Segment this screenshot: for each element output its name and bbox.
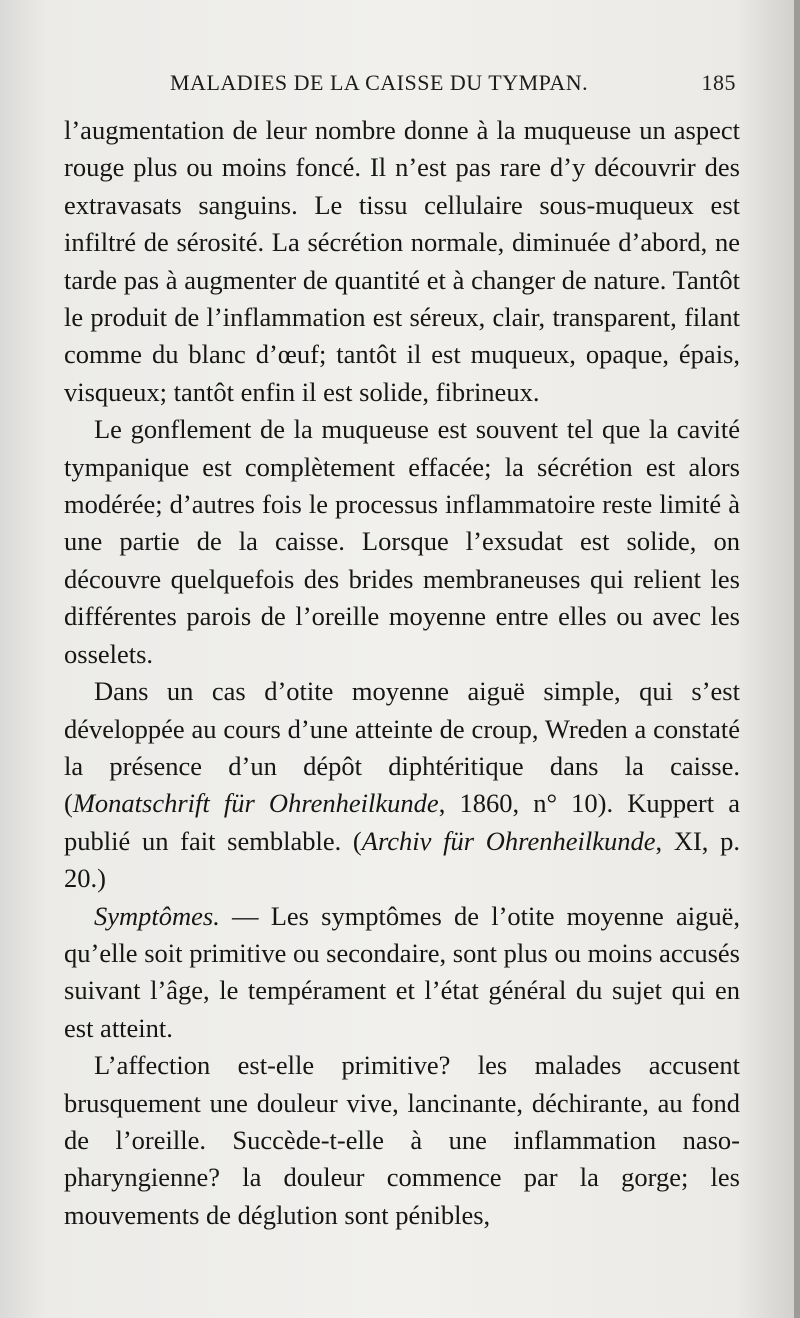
running-title: MALADIES DE LA CAISSE DU TYMPAN.: [170, 70, 589, 95]
journal-title-monatschrift: Monatschrift für Ohrenheilkunde: [72, 788, 439, 819]
page-number: 185: [701, 70, 736, 95]
body-text: [64, 112, 740, 1234]
journal-title-archiv: Archiv für Ohrenheilkunde: [361, 825, 656, 856]
paragraph-diphtheritic-case: [64, 673, 740, 897]
section-heading-symptomes: Symptômes.: [94, 900, 220, 931]
paragraph-inflammation-description: l’augmentation de leur nombre donne à la muqueuse un aspect rouge plus ou moins foncé. Il n’est pas rare d’y découvrir des extravasats sanguins. Le tissu cellulaire sous-muqueux est infiltré de sérosité. La sécrétion normale, diminuée d’abord, ne tarde pas à augmenter de quantité et à changer de nature. Tantôt le produit de l’inflammation est séreux, clair, transparent, filant comme du blanc d’œuf; tantôt il est muqueux, opaque, épais, visqueux; tantôt enfin il est solide, fibrineux.: [64, 115, 740, 407]
page-edge-shadow: [794, 0, 800, 1318]
case-text-middle: , 1860, n° 10). Kuppert a publié un fait semblable. (: [64, 788, 741, 856]
paragraph-symptoms: [64, 898, 740, 1048]
case-text-start: Dans un cas d’otite moyenne aiguë simple, qui s’est développée au cours d’une atteinte de croup, Wreden a constaté la présence d’un dépôt diphtéritique dans la caisse. (: [64, 676, 740, 819]
paragraph-mucosa-swelling: Le gonflement de la muqueuse est souvent tel que la cavité tympanique est complètement effacée; la sécrétion est alors modérée; d’autres fois le processus inflammatoire reste limité à une partie de la caisse. Lorsque l’exsudat est solide, on découvre quelquefois des brides membraneuses qui relient les différentes parois de l’oreille moyenne entre elles ou avec les osselets.: [64, 414, 740, 669]
case-text-end: , XI, p. 20.): [64, 825, 740, 894]
running-head: [170, 70, 736, 104]
symptoms-text: — Les symptômes de l’otite moyenne aiguë, qu’elle soit primitive ou secondaire, sont plus ou moins accusés suivant l’âge, le tempérament et l’état général du sujet qui en est atteint.: [64, 900, 740, 1043]
paragraph-primary-affection: L’affection est-elle primitive? les malades accusent brusquement une douleur vive, lancinante, déchirante, au fond de l’oreille. Succède-t-elle à une inflammation naso-pharyngienne? la douleur commence par la gorge; les mouvements de déglution sont pénibles,: [64, 1050, 740, 1230]
